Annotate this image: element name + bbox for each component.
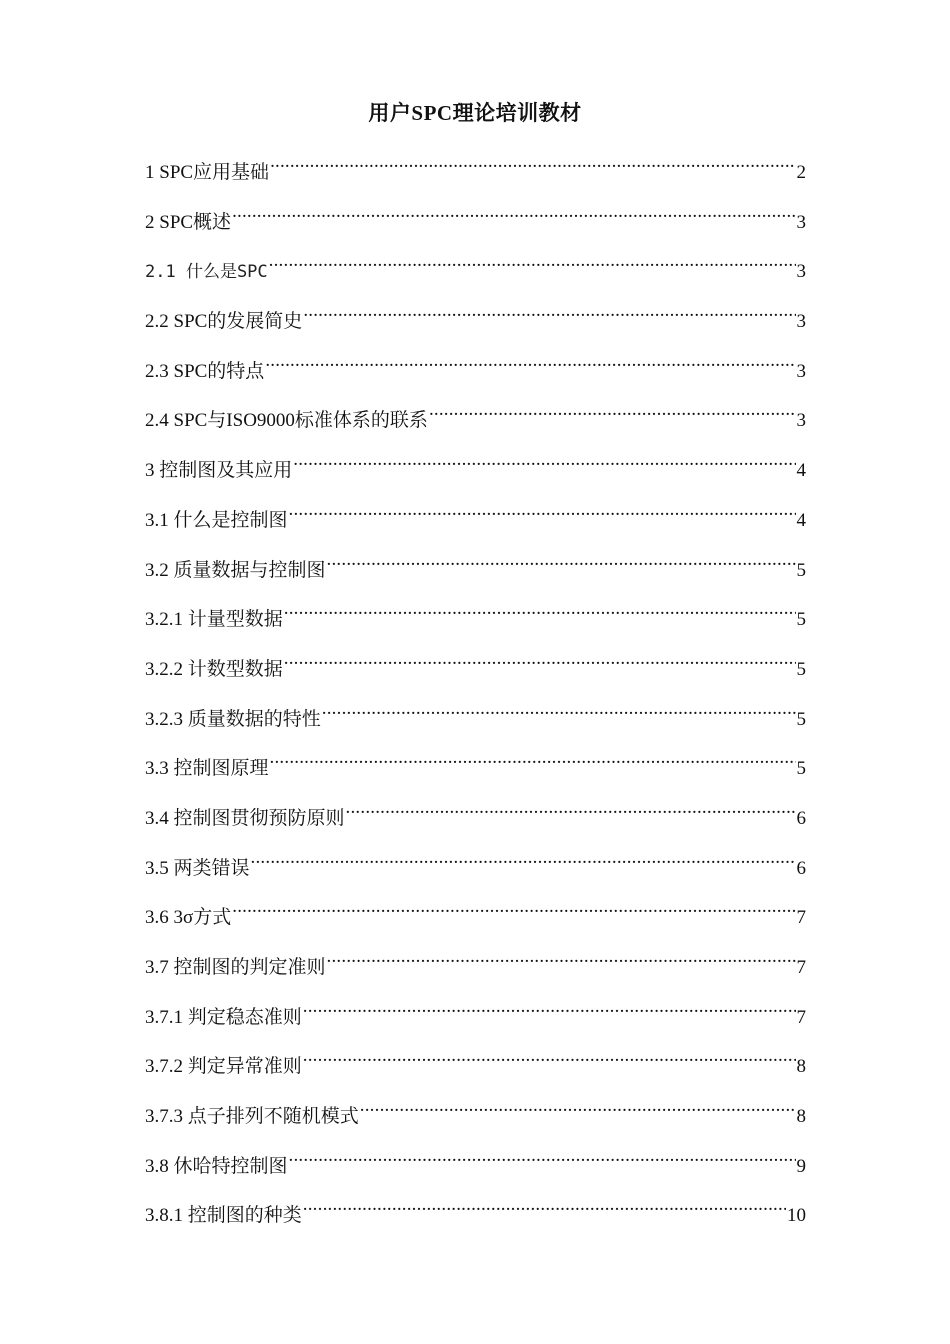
toc-dot-leader	[346, 794, 796, 824]
toc-entry[interactable]	[145, 347, 806, 397]
toc-entry-label: 3.2.1 计量型数据	[145, 609, 283, 631]
toc-page-number: 2	[796, 162, 806, 183]
toc-entry[interactable]	[145, 844, 806, 894]
toc-dot-leader	[303, 993, 796, 1023]
toc-entry-label: 2.2 SPC的发展简史	[145, 311, 303, 333]
toc-entry[interactable]	[145, 893, 806, 943]
toc-page-number: 3	[796, 360, 806, 382]
toc-page-number: 7	[796, 907, 806, 929]
toc-page-number: 7	[796, 1006, 806, 1028]
toc-page-number: 10	[787, 1205, 806, 1227]
toc-entry[interactable]	[145, 496, 806, 546]
toc-page-number: 6	[796, 807, 806, 829]
toc-entry-label: 3.5 两类错误	[145, 857, 250, 879]
toc-entry[interactable]	[145, 148, 806, 198]
toc-entry[interactable]	[145, 595, 806, 645]
toc-page-number: 3	[796, 261, 806, 283]
toc-entry[interactable]	[145, 247, 806, 297]
toc-entry-label: 3.8.1 控制图的种类	[145, 1205, 302, 1227]
toc-entry-label: 2.4 SPC与ISO9000标准体系的联系	[145, 410, 428, 432]
toc-page-number: 8	[796, 1106, 806, 1128]
toc-dot-leader	[293, 446, 795, 476]
toc-entry[interactable]	[145, 943, 806, 993]
toc-page-number: 5	[796, 609, 806, 631]
toc-entry[interactable]	[145, 645, 806, 695]
toc-entry-label: 3.1 什么是控制图	[145, 509, 288, 531]
toc-page-number: 5	[796, 559, 806, 581]
toc-dot-leader	[289, 496, 796, 526]
toc-page-number: 4	[796, 509, 806, 531]
toc-entry[interactable]	[145, 446, 806, 496]
toc-entry-label: 1 SPC应用基础	[145, 162, 270, 183]
toc-page-number: 8	[796, 1056, 806, 1078]
toc-entry[interactable]	[145, 695, 806, 745]
toc-page-number: 7	[796, 957, 806, 978]
toc-entry-label: 3.8 休哈特控制图	[145, 1155, 288, 1177]
toc-entry-label: 3.7 控制图的判定准则	[145, 957, 326, 978]
toc-dot-leader	[232, 198, 795, 228]
toc-entry-label: 2 SPC概述	[145, 211, 232, 233]
toc-dot-leader	[269, 247, 796, 277]
toc-dot-leader	[303, 1191, 786, 1221]
toc-dot-leader	[284, 595, 796, 625]
toc-dot-leader	[303, 297, 795, 327]
toc-entry[interactable]	[145, 1042, 806, 1092]
toc-entry-label: 2.3 SPC的特点	[145, 360, 265, 382]
toc-page-number: 6	[796, 857, 806, 879]
toc-entry[interactable]	[145, 993, 806, 1043]
toc-page-number: 5	[796, 708, 806, 730]
toc-page-number: 9	[796, 1155, 806, 1177]
toc-entry-label: 2.1 什么是SPC	[145, 262, 268, 283]
toc-entry[interactable]	[145, 546, 806, 596]
toc-entry[interactable]	[145, 744, 806, 794]
toc-page-number: 4	[796, 460, 806, 482]
toc-entry-label: 3.6 3σ方式	[145, 907, 232, 929]
toc-dot-leader	[270, 148, 795, 178]
toc-dot-leader	[270, 744, 796, 774]
toc-dot-leader	[327, 546, 796, 576]
toc-dot-leader	[232, 893, 795, 923]
toc-entry[interactable]	[145, 297, 806, 347]
toc-entry-label: 3.7.1 判定稳态准则	[145, 1006, 302, 1028]
toc-entry-label: 3 控制图及其应用	[145, 460, 293, 482]
toc-dot-leader	[322, 695, 796, 725]
toc-entry[interactable]	[145, 1142, 806, 1192]
toc-entry[interactable]	[145, 396, 806, 446]
toc-dot-leader	[251, 844, 796, 874]
toc-page-number: 3	[796, 211, 806, 233]
toc-entry-label: 3.3 控制图原理	[145, 758, 269, 780]
toc-entry[interactable]	[145, 794, 806, 844]
toc-page-number: 5	[796, 758, 806, 780]
toc-page-number: 5	[796, 658, 806, 680]
toc-entry-label: 3.7.3 点子排列不随机模式	[145, 1106, 359, 1128]
toc-dot-leader	[303, 1042, 796, 1072]
toc-entry-label: 3.7.2 判定异常准则	[145, 1056, 302, 1078]
toc-entry-label: 3.4 控制图贯彻预防原则	[145, 807, 345, 829]
toc-entry-label: 3.2.3 质量数据的特性	[145, 708, 321, 730]
toc-dot-leader	[284, 645, 796, 675]
toc-entry-label: 3.2 质量数据与控制图	[145, 559, 326, 581]
toc-dot-leader	[327, 943, 796, 973]
toc-page-number: 3	[796, 311, 806, 333]
toc-entry[interactable]	[145, 1191, 806, 1241]
toc-page-number: 3	[796, 410, 806, 432]
toc-entry-label: 3.2.2 计数型数据	[145, 658, 283, 680]
toc-dot-leader	[429, 396, 796, 426]
toc-dot-leader	[360, 1092, 796, 1122]
document-title: 用户SPC理论培训教材	[368, 101, 582, 125]
toc-dot-leader	[289, 1142, 796, 1172]
toc-dot-leader	[265, 347, 795, 377]
toc-entry[interactable]	[145, 198, 806, 248]
table-of-contents	[145, 148, 806, 1241]
toc-entry[interactable]	[145, 1092, 806, 1142]
